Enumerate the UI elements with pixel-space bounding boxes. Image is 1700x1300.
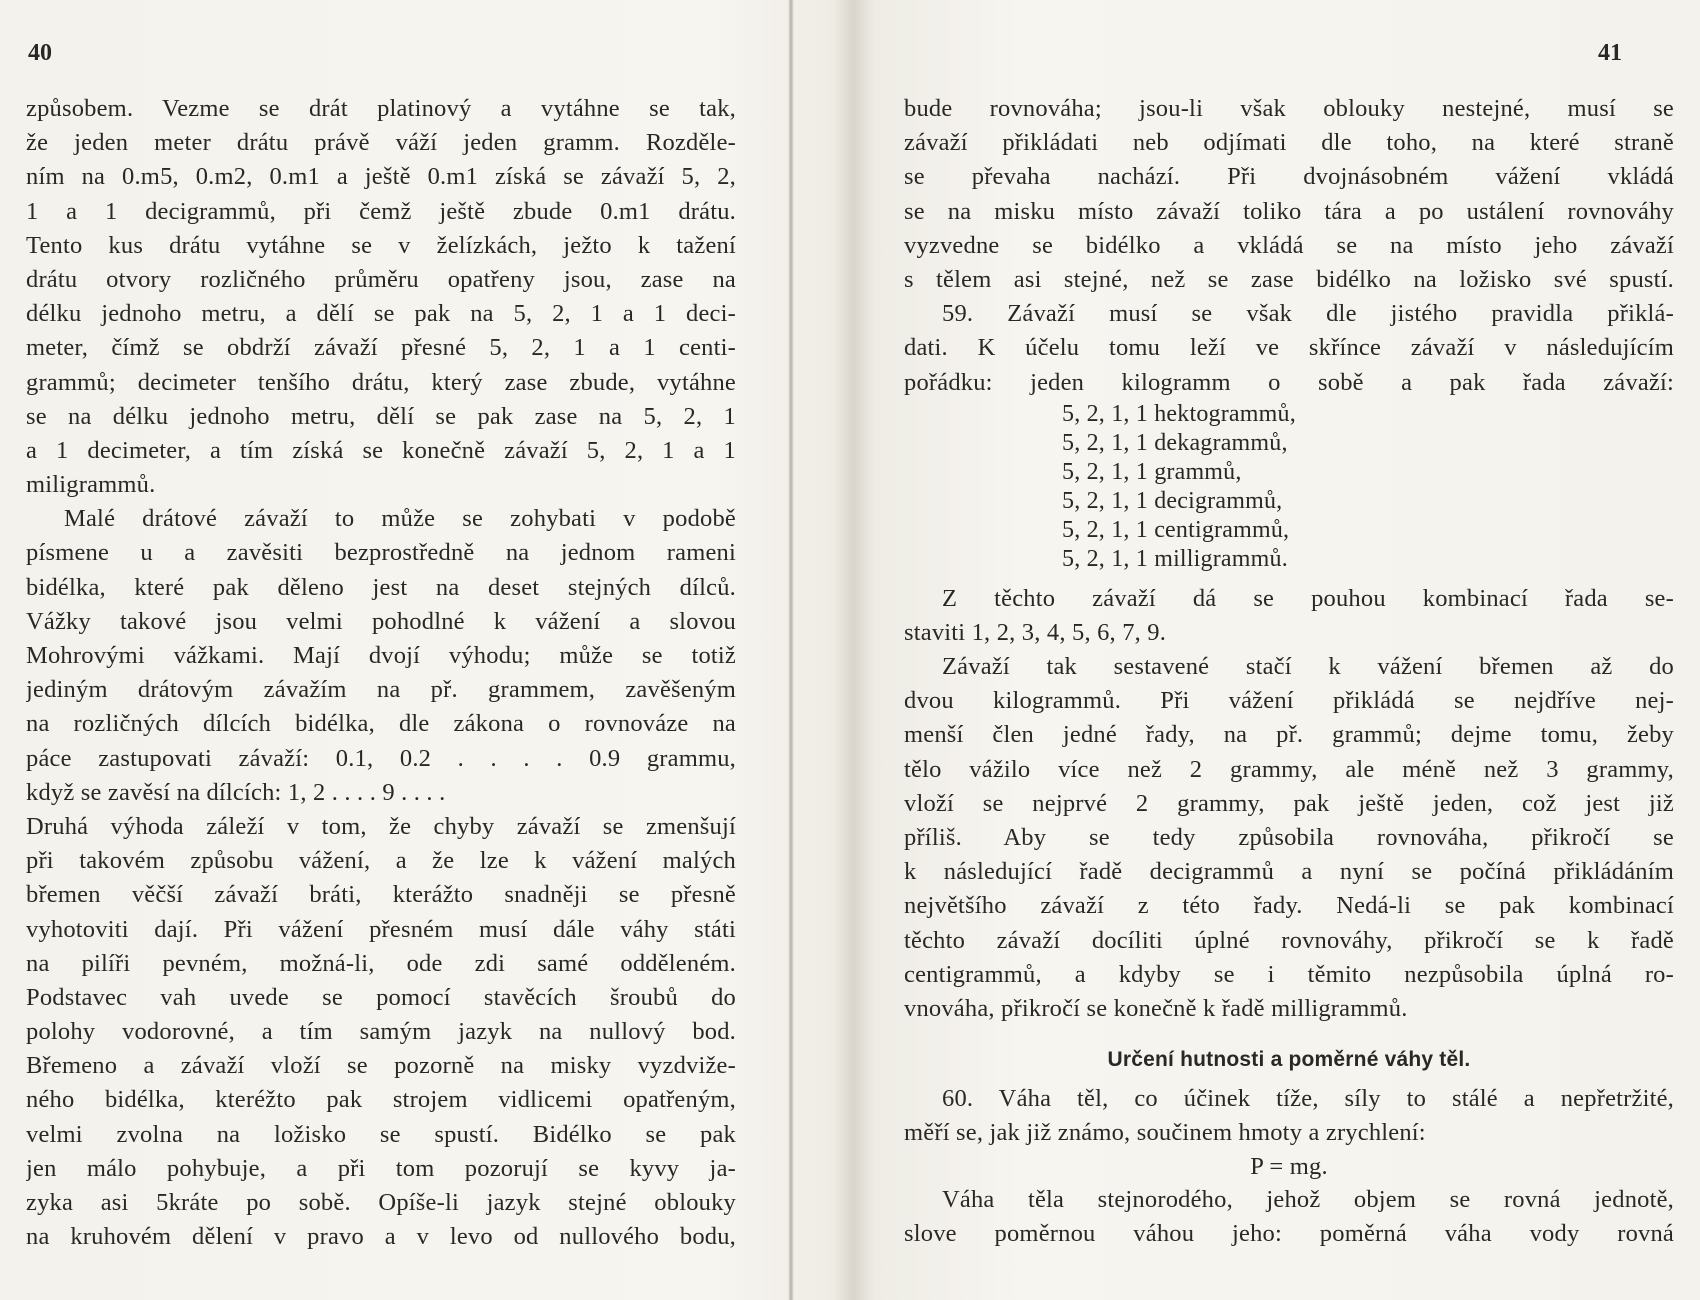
text-line: ného bidélka, kteréžto pak strojem vidlicemi opatřeným, <box>26 1086 736 1114</box>
weights-list-item: 5, 2, 1, 1 centigrammů, <box>1062 516 1290 543</box>
text-line: vnováha, přikročí se konečně k řadě milligrammů. <box>904 994 1408 1022</box>
text-line: že jeden meter drátu právě váží jeden gramm. Rozděle- <box>26 129 736 157</box>
text-line: zyka asi 5kráte po sobě. Opíše-li jazyk stejné oblouky <box>26 1189 736 1216</box>
text-line: těchto závaží docíliti úplné rovnováhy, přikročí se k řadě <box>904 926 1674 954</box>
text-line: 59. Závaží musí se však dle jistého pravidla přiklá- <box>942 300 1674 328</box>
text-line: na rozličných dílcích bidélka, dle zákona o rovnováze na <box>26 710 736 738</box>
text-line: Malé drátové závaží to může se zohybati v podobě <box>64 505 736 533</box>
text-line: na pilíři pevném, možná-li, ode zdi samé odděleném. <box>26 949 736 977</box>
text-line: vloží se nejprvé 2 grammy, pak ještě jeden, což jest již <box>904 789 1674 817</box>
text-line: když se zavěsí na dílcích: 1, 2 . . . . 9 . . . . <box>26 778 446 806</box>
text-line: staviti 1, 2, 3, 4, 5, 6, 7, 9. <box>904 618 1167 646</box>
text-line: se na délku jednoho metru, dělí se pak zase na 5, 2, 1 <box>26 402 736 430</box>
spacer <box>904 574 1674 582</box>
text-line: jen málo pohybuje, a při tom pozorují se kyvy ja- <box>26 1154 736 1182</box>
text-line: při takovém způsobu vážení, a že lze k vážení malých <box>26 847 736 875</box>
text-line: vyhotoviti dají. Při vážení přesném musí dále váhy státi <box>26 915 736 943</box>
weights-list-item: 5, 2, 1, 1 milligrammů. <box>1062 545 1288 572</box>
formula: P = mg. <box>1250 1152 1328 1180</box>
text-line: k následující řadě decigrammů a nyní se počíná přikládáním <box>904 858 1674 886</box>
text-line: vyzvedne se bidélko a vkládá se na místo jeho závaží <box>904 231 1674 259</box>
text-line: Břemeno a závaží vloží se pozorně na misky vyzdviže- <box>26 1052 736 1080</box>
weights-list-item: 5, 2, 1, 1 dekagrammů, <box>1062 429 1288 456</box>
text-line: písmene u a zavěsiti bezprostředně na jednom rameni <box>26 539 736 567</box>
right-page <box>826 0 1700 1300</box>
text-line: slove poměrnou váhou jeho: poměrná váha vody rovná <box>904 1219 1674 1247</box>
text-line: Závaží tak sestavené stačí k vážení břemen až do <box>942 653 1674 681</box>
text-line: velmi zvolna na ložisko se spustí. Bidélko se pak <box>26 1120 736 1148</box>
text-line: měří se, jak již známo, součinem hmoty a zrychlení: <box>904 1119 1426 1147</box>
text-line: se na misku místo závaží toliko tára a po ustálení rovnováhy <box>904 197 1674 225</box>
text-line: pořádku: jeden kilogramm o sobě a pak řada závaží: <box>904 368 1674 396</box>
text-line: miligrammů. <box>26 471 156 499</box>
text-line: centigrammů, a kdyby se i těmito nezpůsobila úplná ro- <box>904 960 1674 988</box>
text-line: grammů; decimeter tenšího drátu, který zase zbude, vytáhne <box>26 368 736 396</box>
right-page-text <box>904 92 1674 1251</box>
text-line: břemen věčší závaží bráti, kterážto snadněji se přesně <box>26 881 736 909</box>
text-line: bidélka, které pak děleno jest na deset stejných dílců. <box>26 573 736 601</box>
text-line: příliš. Aby se tedy způsobila rovnováha, přikročí se <box>904 824 1674 851</box>
text-line: Druhá výhoda záleží v tom, že chyby závaží se zmenšují <box>26 812 736 840</box>
text-line: se převaha nachází. Při dvojnásobném vážení vkládá <box>904 163 1674 191</box>
text-line: a 1 decimeter, a tím získá se konečně závaží 5, 2, 1 a 1 <box>26 436 736 464</box>
text-line: ním na 0.m5, 0.m2, 0.m1 a ještě 0.m1 získá se závaží 5, 2, <box>26 163 736 191</box>
section-heading: Určení hutnosti a poměrné váhy těl. <box>1107 1048 1471 1072</box>
book-gutter <box>788 0 794 1300</box>
text-line: 60. Váha těl, co účinek tíže, síly to stálé a nepřetržité, <box>942 1085 1674 1113</box>
text-line: Mohrovými vážkami. Mají dvojí výhodu; může se totiž <box>26 642 736 669</box>
text-line: meter, čímž se obdrží závaží přesné 5, 2, 1 a 1 centi- <box>26 334 736 362</box>
weights-list-item: 5, 2, 1, 1 grammů, <box>1062 458 1242 485</box>
text-line: největšího závaží z této řady. Nedá-li se pak kombinací <box>904 892 1674 920</box>
text-line: drátu otvory rozličného průměru opatřeny jsou, zase na <box>26 265 736 293</box>
left-page-text <box>26 92 736 1254</box>
text-line: Váha těla stejnorodého, jehož objem se rovná jednotě, <box>942 1185 1674 1213</box>
text-line: 1 a 1 decigrammů, při čemž ještě zbude 0.m1 drátu. <box>26 197 736 225</box>
text-line: závaží přikládati neb odjímati dle toho, na které straně <box>904 129 1674 157</box>
text-line: s tělem asi stejné, než se zase bidélko na ložisko své spustí. <box>904 265 1674 293</box>
text-line: dati. K účelu tomu leží ve skřínce závaží v následujícím <box>904 334 1674 362</box>
text-line: páce zastupovati závaží: 0.1, 0.2 . . . . 0.9 grammu, <box>26 744 736 772</box>
page-number-left: 40 <box>28 40 52 66</box>
text-line: Podstavec vah uvede se pomocí stavěcích šroubů do <box>26 983 736 1011</box>
left-page <box>0 0 760 1300</box>
text-line: Vážky takové jsou velmi pohodlné k vážení a slovou <box>26 607 736 635</box>
weights-list <box>904 400 1674 574</box>
text-line: tělo vážilo více než 2 grammy, ale méně než 3 grammy, <box>904 755 1674 783</box>
text-line: menší člen jedné řady, na př. grammů; dejme tomu, žeby <box>904 721 1674 749</box>
text-line: dvou kilogrammů. Při vážení přikládá se nejdříve nej- <box>904 687 1674 715</box>
text-line: způsobem. Vezme se drát platinový a vytáhne se tak, <box>26 95 736 122</box>
text-line: Z těchto závaží dá se pouhou kombinací řada se- <box>942 584 1674 612</box>
text-line: délku jednoho metru, a dělí se pak na 5, 2, 1 a 1 deci- <box>26 300 736 328</box>
text-line: jediným drátovým závažím na př. grammem, zavěšeným <box>26 676 736 704</box>
text-line: bude rovnováha; jsou-li však oblouky nestejné, musí se <box>904 95 1674 122</box>
weights-list-item: 5, 2, 1, 1 hektogrammů, <box>1062 400 1296 427</box>
text-line: polohy vodorovné, a tím samým jazyk na nullový bod. <box>26 1018 736 1046</box>
text-line: na kruhovém dělení v pravo a v levo od nullového bodu, <box>26 1223 736 1251</box>
text-line: Tento kus drátu vytáhne se v želízkách, ježto k tažení <box>26 231 736 259</box>
page-number-right: 41 <box>1598 40 1622 66</box>
weights-list-item: 5, 2, 1, 1 decigrammů, <box>1062 487 1283 514</box>
